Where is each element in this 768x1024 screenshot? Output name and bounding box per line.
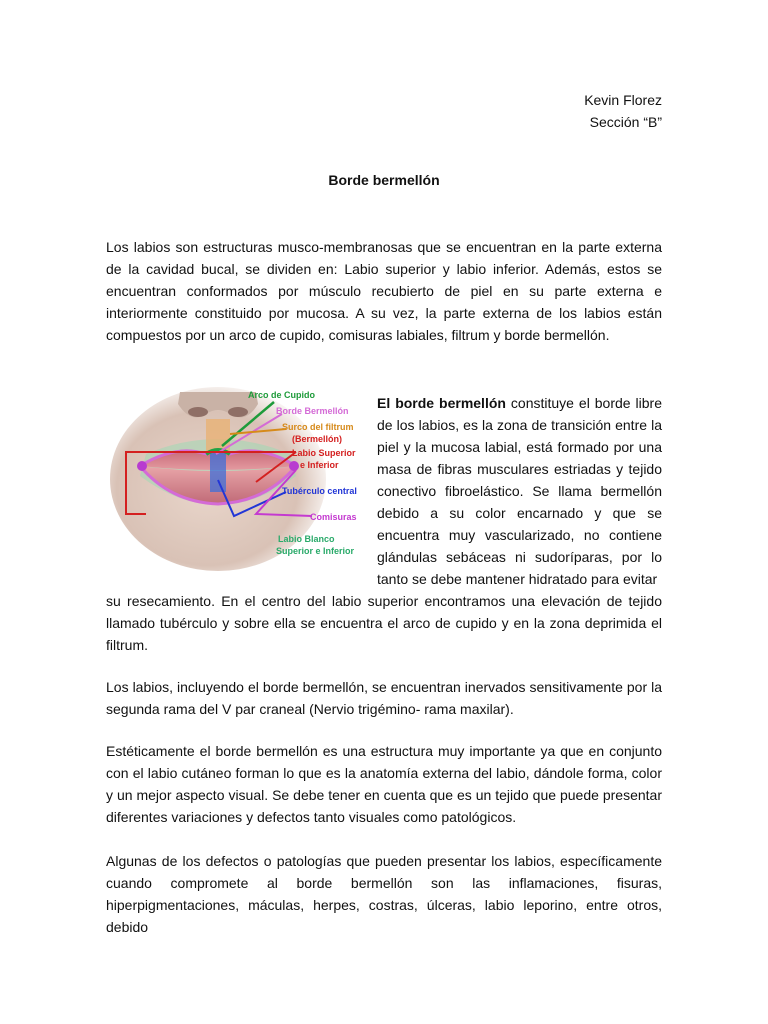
paragraph-borde-bermellon [377,392,662,590]
label-superior-inferior: Superior e Inferior [276,546,355,556]
label-surco-filtrum: Surco del filtrum [282,422,354,432]
label-comisuras: Comisuras [310,512,357,522]
document-title: Borde bermellón [328,172,440,188]
label-e-inferior: e Inferior [300,460,339,470]
term-borde-bermellon: El borde bermellón [377,395,506,411]
paragraph-inervacion: Los labios, incluyendo el borde bermellón, se encuentran inervados sensitivamente por la segunda rama del V par craneal (Nervio trigémino- rama maxilar). [106,679,662,717]
label-borde-bermellon: Borde Bermellón [276,406,349,416]
tubercle-zone [210,452,226,492]
label-labio-superior: Labio Superior [292,448,356,458]
commissure-right [289,461,299,471]
label-labio-blanco: Labio Blanco [278,534,335,544]
paragraph-borde-bermellon-body: constituye el borde libre de los labios, es la zona de transición entre la piel y la mucosa labial, está formado por una masa de fibras musculares estriadas y tejido conectivo fibroelástico. Se llama bermellón debido a su color encarnado y que se encuentra muy vascularizado, no contiene glándulas sebáceas ni sudoríparas, por lo tanto se debe mantener hidratado para evitar [377,395,662,587]
section-label: Sección “B” [589,114,662,130]
label-bermellon: (Bermellón) [292,434,343,444]
paragraph-intro: Los labios son estructuras musco-membranosas que se encuentran en la parte externa de la cavidad bucal, se dividen en: Labio superior y labio inferior. Además, estos se encuentran conformados por músculo recubierto de piel en su parte externa e interiormente constituido por mucosa. A su vez, la parte externa de los labios están compuestos por un arco de cupido, comisuras labiales, filtrum y borde bermellón. [106,239,662,343]
author-name: Kevin Florez [584,92,662,108]
nostril-right [228,407,248,417]
paragraph-patologias: Algunas de los defectos o patologías que pueden presentar los labios, específicamente cuando compromete al borde bermellón son las inflamaciones, fisuras, hiperpigmentaciones, máculas, herpes, costras, úlceras, labio leporino, entre otros, debido [106,853,662,935]
label-arco-cupido: Arco de Cupido [248,390,315,400]
paragraph-estetica: Estéticamente el borde bermellón es una estructura muy importante ya que en conjunto con el labio cutáneo forman lo que es la anatomía externa del labio, dándole forma, color y un mejor aspecto visual. Se debe tener en cuenta que es un tejido que puede presentar diferentes variaciones y defectos tanto visuales como patológicos. [106,743,662,825]
lip-anatomy-figure [106,384,368,574]
paragraph-borde-bermellon-continued: su resecamiento. En el centro del labio superior encontramos una elevación de tejido llamado tubérculo y sobre ella se encuentra el arco de cupido y en la zona deprimida el filtrum. [106,593,662,653]
nostril-left [188,407,208,417]
label-tuberculo: Tubérculo central [282,486,357,496]
commissure-left [137,461,147,471]
